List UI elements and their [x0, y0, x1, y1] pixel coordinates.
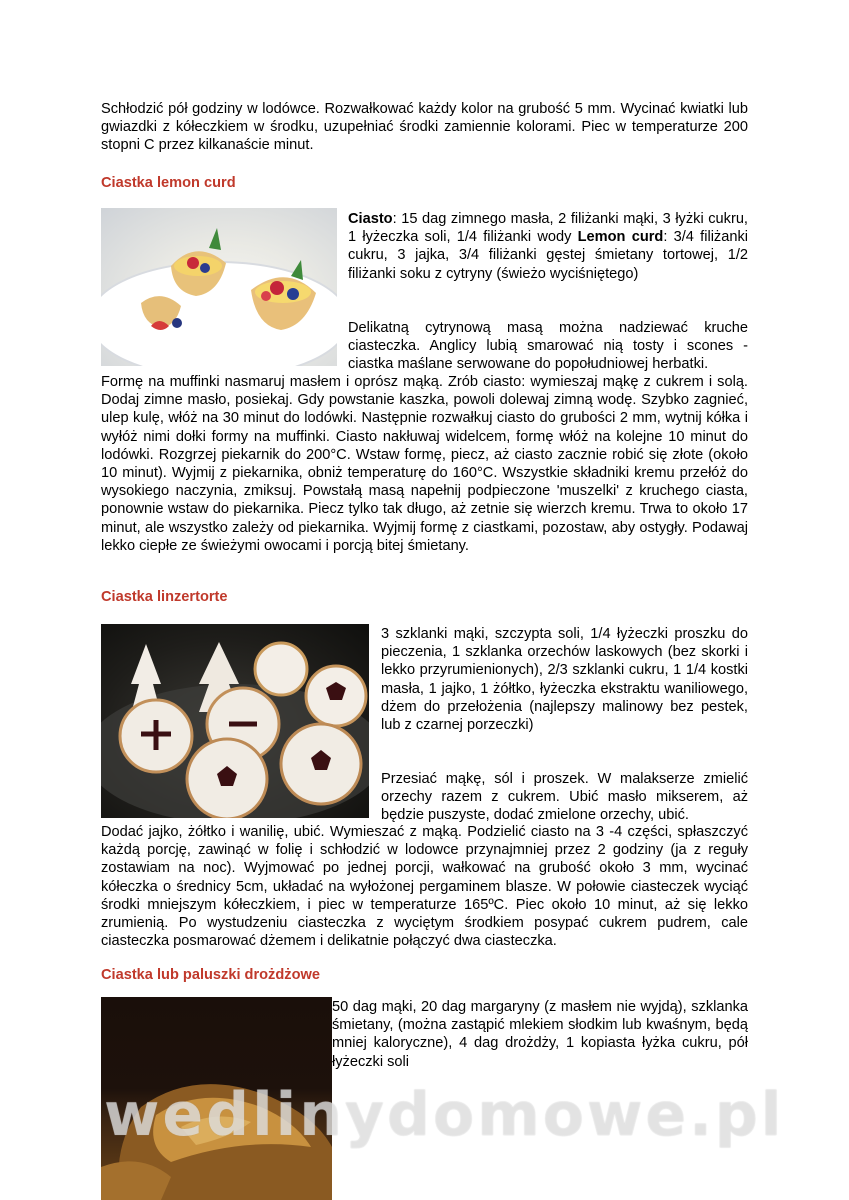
lemon-side-text — [348, 319, 748, 374]
linzer-side-text — [381, 770, 748, 825]
lemon-ingredients-curd: : 3/4 filiżanki cukru, 3 jajka, 3/4 filiżanki gęstej śmietany tortowej, 1/2 filiżanki soku z cytryny (świeżo wyciśniętego) — [348, 229, 749, 282]
intro-text: Schłodzić pół godziny w lodówce. Rozwałkować każdy kolor na grubość 5 mm. Wycinać kwiatki lub gwiazdki z kółeczkiem w środku, uzupełniać środki zamiennie kolorami. Piec w temperaturze 200 stopni C przez kilkanaście minut. — [101, 101, 748, 154]
linzer-method-text: Dodać jajko, żółtko i wanilię, ubić. Wymieszać z mąką. Podzielić ciasto na 3 -4 części, spłaszczyć każdą porcję, zawinąć w folię i schłodzić w lodowce przynajmniej przez 2 godziny (ja z reguły zostawiam na noc). Wyjmować po jednej porcji, wałkować na grubość około 3 mm, wycinać kółeczka o średnicy 5cm, układać na wyłożonej pergaminem blasze. W połowie ciasteczek wyciąć środki mniejszym kółeczkiem, i piec w temperaturze 165ºC. Piec około 10 minut, aż się lekko zrumienią. Po wystudzeniu ciasteczka z wyciętym środkiem posypać cukrem pudrem, cale ciasteczka posmarować dżemem i delikatnie połączyć dwa ciasteczka. — [101, 824, 748, 950]
heading-lemon-curd: Ciastka lemon curd — [101, 175, 236, 191]
linzer-ingredients-text: 3 szklanki mąki, szczypta soli, 1/4 łyżeczki proszku do pieczenia, 1 szklanka orzechów laskowych (bez skorki i lekko przyrumienionych), 2/3 szklanki cukru, 1 1/4 kostki masła, 1 jajko, 1 żółtko, łyżeczka ekstraktu waniliowego, dżem do przełożenia (najlepszy malinowy bez pestek, lub z czarnej porzeczki) — [381, 626, 748, 734]
lemon-ingredients — [348, 210, 748, 283]
lemon-curd-photo — [101, 208, 337, 366]
lemon-method-text: Formę na muffinki nasmaruj masłem i oprósz mąką. Zrób ciasto: wymieszaj mąkę z cukrem i solą. Dodaj zimne masło, posiekaj. Gdy powstanie kaszka, powoli dolewaj zimną wodę. Szybko zagnieć, ulep kulę, włóż na 30 minut do lodówki. Następnie rozwałkuj ciasto do grubości 2 mm, wytnij kółka i wyłóż nimi dołki formy na muffinki. Ciasto nakłuwaj widelcem, formę włóż na kolejne 10 minut do lodówki. Rozgrzej piekarnik do 200°C. Wstaw formę, piecz, aż ciasto zacznie robić się złote (około 10 minut). Wyjmij z piekarnika, obniż temperaturę do 160°C. Wszystkie składniki kremu przełóż do wysokiego naczynia, zmiksuj. Powstałą masą napełnij podpieczone 'muszelki' z kruchego ciasta, ponownie wstaw do piekarnika. Piecz tylko tak długo, aż zetnie się wierzch kremu. Trwa to około 17 minut, ale wszystko zależy od piekarnika. Wyjmij formę z ciastkami, pozostaw, aby ostygły. Podawaj lekko ciepłe ze świeżymi owocami i porcją bitej śmietany. — [101, 374, 748, 554]
heading-linzertorte: Ciastka linzertorte — [101, 589, 228, 605]
lemon-ingredients-label-dough: Ciasto — [348, 211, 393, 227]
lemon-ingredients-label-curd: Lemon curd — [577, 229, 664, 246]
yeast-ingredients-text: 50 dag mąki, 20 dag margaryny (z masłem nie wyjdą), szklanka śmietany, (można zastąpić mlekiem słodkim lub kwaśnym, będą mniej kaloryczne), 4 dag drożdży, 1 kopiasta łyżka cukru, pół łyżeczki soli — [332, 999, 748, 1070]
lemon-method — [101, 373, 748, 555]
site-watermark: wedlinydomowe.pl — [104, 1080, 785, 1150]
lemon-side-paragraph: Delikatną cytrynową masą można nadziewać kruche ciasteczka. Anglicy lubią smarować nią tosty i scones - ciastka maślane serwowane do popołudniowej herbatki. — [348, 320, 748, 373]
linzer-ingredients — [381, 625, 748, 734]
yeast-ingredients — [332, 998, 748, 1071]
linzertorte-photo — [101, 624, 369, 818]
heading-yeast-cookies: Ciastka lub paluszki drożdżowe — [101, 967, 320, 983]
intro-paragraph — [101, 100, 748, 155]
linzer-method — [101, 823, 748, 950]
lemon-ingredients-dough: : 15 dag zimnego masła, 2 filiżanki mąki, 3 łyżki cukru, 1 łyżeczka soli, 1/4 filiżanki wody — [348, 211, 748, 246]
linzer-side-paragraph: Przesiać mąkę, sól i proszek. W malakserze zmielić orzechy razem z cukrem. Ubić masło mikserem, aż będzie puszyste, dodać zmielone orzechy, ubić. — [381, 771, 748, 824]
